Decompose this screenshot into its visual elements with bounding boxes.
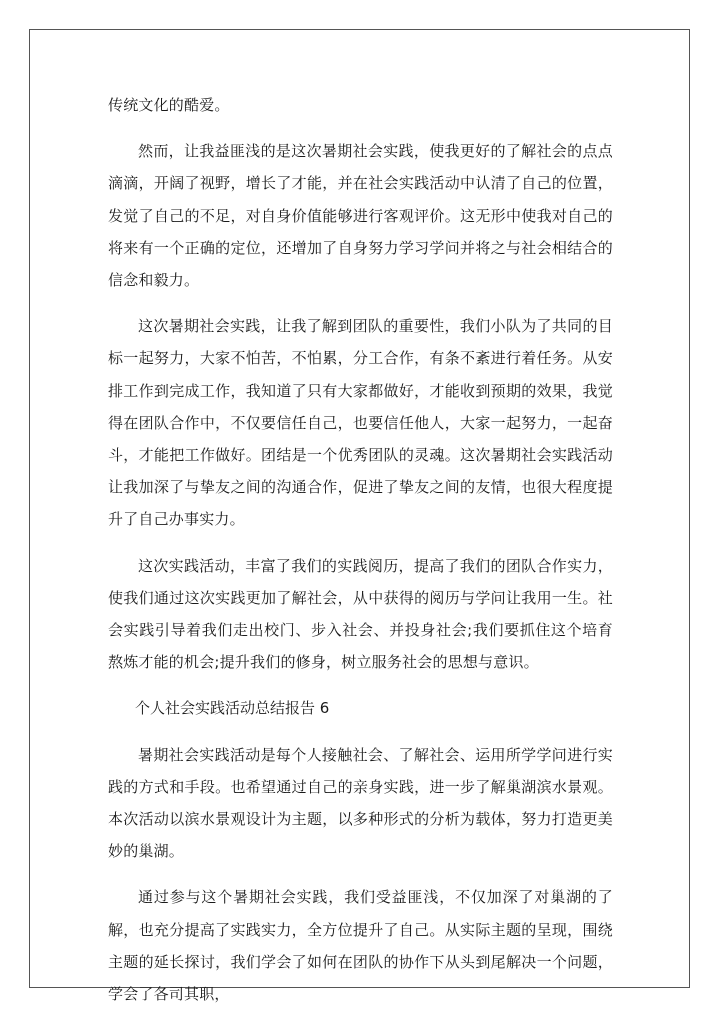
paragraph-self-awareness: 然而，让我益匪浅的是这次暑期社会实践，使我更好的了解社会的点点滴滴，开阔了视野，增长了才能，并在社会实践活动中认清了自己的位置，发觉了自己的不足，对自身价值能够进行客观评价。这无形中使我对自己的将来有一个正确的定位，还增加了自身努力学习学问并将之与社会相结合的信念和毅力。 [108, 142, 613, 290]
section-heading: 个人社会实践活动总结报告 6 [135, 699, 330, 718]
paragraph-continuation: 传统文化的酷爱。 [108, 96, 230, 114]
document-body [108, 89, 613, 1010]
paragraph-experience: 这次实践活动，丰富了我们的实践阅历，提高了我们的团队合作实力，使我们通过这次实践更加了解社会，从中获得的阅历与学问让我用一生。社会实践引导着我们走出校门、步入社会、并投身社会;我们要抓住这个培育熬炼才能的机会;提升我们的修身，树立服务社会的思想与意识。 [108, 556, 613, 672]
paragraph-participation: 通过参与这个暑期社会实践，我们受益匪浅，不仅加深了对巢湖的了解，也充分提高了实践实力，全方位提升了自己。从实际主题的呈现，围绕主题的延长探讨，我们学会了如何在团队的协作下从头到尾解决一个问题，学会了各司其职， [108, 888, 613, 1004]
paragraph-summer-activity: 暑期社会实践活动是每个人接触社会、了解社会、运用所学学问进行实践的方式和手段。也希望通过自己的亲身实践，进一步了解巢湖滨水景观。本次活动以滨水景观设计为主题，以多种形式的分析为载体，努力打造更美妙的巢湖。 [108, 745, 613, 861]
paragraph-teamwork: 这次暑期社会实践，让我了解到团队的重要性，我们小队为了共同的目标一起努力，大家不怕苦，不怕累，分工合作，有条不紊进行着任务。从安排工作到完成工作，我知道了只有大家都做好，才能收到预期的效果，我觉得在团队合作中，不仅要信任自己，也要信任他人，大家一起努力，一起奋斗，才能把工作做好。团结是一个优秀团队的灵魂。这次暑期社会实践活动让我加深了与挚友之间的沟通合作，促进了挚友之间的友情，也很大程度提升了自己办事实力。 [108, 317, 613, 529]
